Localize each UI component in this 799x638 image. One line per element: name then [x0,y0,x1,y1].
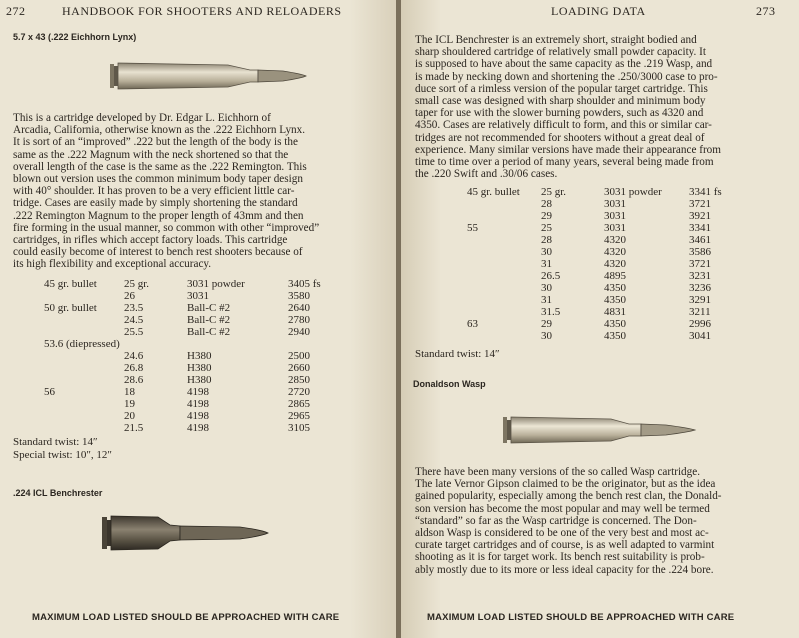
lynx-line: tridge. Cases are easily made by simply shortening the standard [13,197,298,210]
lynx-load-cell: 3580 [288,290,310,302]
lynx-load-cell: 24.5 [124,314,144,326]
lynx-load-cell: 19 [124,398,135,410]
lynx-load-cell: 21.5 [124,422,144,434]
lynx-load-cell: 3405 fs [288,278,321,290]
lynx-load-cell: 23.5 [124,302,144,314]
lynx-line: fire forming in the usual manner, so common with other “improved” [13,221,320,234]
icl-load-cell: 2996 [689,318,711,330]
lynx-line: cartridges, in rifles which accept factory loads. This cartridge [13,234,288,247]
icl-line: tridges are not recommended for shooters without a great deal of [415,131,705,144]
lynx-load-cell: 25.5 [124,326,144,338]
icl-line: The ICL Benchrester is an extremely short, straight bodied and [415,34,697,46]
lynx-special-twist: Special twist: 10″, 12″ [13,449,112,461]
lynx-load-cell: 3105 [288,422,310,434]
left-page-number: 272 [6,4,26,18]
lynx-load-cell: 4198 [187,410,209,422]
icl-load-cell: 29 [541,210,552,222]
icl-line: experience. Many similar versions have made their appearance from [415,143,721,156]
icl-load-cell: 31.5 [541,306,561,318]
wasp-line: ably mostly due to its more or less ideal capacity for the .224 bore. [415,563,714,576]
icl-load-cell: 3041 [689,330,711,342]
icl-load-cell: 4350 [604,318,626,330]
lynx-load-cell: 26.8 [124,362,144,374]
wasp-section-title: Donaldson Wasp [413,379,486,389]
lynx-load-cell: 2720 [288,386,310,398]
lynx-load-cell: 2850 [288,374,310,386]
icl-load-cell: 4320 [604,258,626,270]
lynx-line: its high flexibility and exceptional accuracy. [13,258,212,271]
icl-load-cell: 3341 [689,222,711,234]
lynx-line: overall length of the case is the same as the .222 Remington. This [13,160,307,173]
icl-load-cell: 31 [541,294,552,306]
icl-load-cell: 29 [541,318,552,330]
lynx-load-cell: H380 [187,374,212,386]
lynx-load-cell: 4198 [187,386,209,398]
lynx-line: It is sort of an “improved” .222 but the length of the body is the [13,136,298,149]
icl-section-title: .224 ICL Benchrester [13,488,103,498]
lynx-cartridge-icon [108,58,308,94]
icl-load-cell: 63 [467,318,478,330]
wasp-line: “standard” so far as the Wasp cartridge is concerned. The Don- [415,514,697,527]
icl-load-cell: 26.5 [541,270,561,282]
lynx-load-cell: 45 gr. bullet [44,278,97,290]
lynx-standard-twist: Standard twist: 14″ [13,436,98,448]
lynx-load-cell: 2780 [288,314,310,326]
icl-load-cell: 45 gr. bullet [467,186,520,198]
lynx-load-cell: 2660 [288,362,310,374]
icl-load-cell: 3921 [689,210,711,222]
lynx-load-cell: 4198 [187,422,209,434]
right-page [401,0,799,638]
donaldson-wasp-cartridge-icon [501,412,701,448]
icl-load-cell: 3031 [604,210,626,222]
lynx-load-cell: Ball-C #2 [187,314,231,326]
left-page [0,0,398,638]
icl-load-cell: 3291 [689,294,711,306]
wasp-line: The late Vernor Gipson claimed to be the originator, but as the idea [415,478,716,491]
lynx-load-cell: Ball-C #2 [187,302,231,314]
icl-load-cell: 4350 [604,294,626,306]
lynx-load-cell: 53.6 (diepressed) [44,338,120,350]
lynx-load-table [44,278,344,438]
icl-load-table [467,186,767,346]
icl-load-cell: 3341 fs [689,186,722,198]
icl-load-cell: 3031 powder [604,186,662,198]
lynx-load-cell: H380 [187,350,212,362]
wasp-line: shooting as it is for target work. Its bench rest suitability is prob- [415,551,705,564]
icl-load-cell: 3231 [689,270,711,282]
lynx-load-cell: 28.6 [124,374,144,386]
lynx-load-cell: 50 gr. bullet [44,302,97,314]
lynx-line: could easily become of interest to bench rest shooters because of [13,246,303,259]
icl-load-cell: 3721 [689,198,711,210]
icl-line: small case was designed with sharp shoulder and minimum body [415,95,706,108]
lynx-line: same as the .222 Magnum with the neck shortened so that the [13,148,289,161]
icl-load-cell: 30 [541,330,552,342]
lynx-load-cell: 24.6 [124,350,144,362]
icl-line: duce sort of a rimless version of the popular target cartridge. This [415,82,708,95]
lynx-load-cell: 18 [124,386,135,398]
wasp-line: There have been many versions of the so called Wasp cartridge. [415,466,700,478]
lynx-load-cell: 20 [124,410,135,422]
icl-load-cell: 3031 [604,222,626,234]
lynx-load-cell: Ball-C #2 [187,326,231,338]
icl-line: sharp shouldered cartridge of relatively small powder capacity. It [415,46,706,59]
icl-load-cell: 3211 [689,306,711,318]
right-running-head: LOADING DATA [551,4,646,18]
wasp-line: gained popularity, especially among the bench rest clan, the Donald- [415,490,722,503]
icl-load-cell: 30 [541,246,552,258]
lynx-load-cell: 56 [44,386,55,398]
lynx-load-cell: 2940 [288,326,310,338]
lynx-section-title: 5.7 x 43 (.222 Eichhorn Lynx) [13,32,137,42]
lynx-line: .222 Remington Magnum to the proper length of 43mm and then [13,209,304,222]
icl-load-cell: 25 gr. [541,186,567,198]
lynx-line: This is a cartridge developed by Dr. Edgar L. Eichhorn of [13,112,271,124]
icl-load-cell: 4320 [604,234,626,246]
icl-load-cell: 31 [541,258,552,270]
icl-load-cell: 4350 [604,282,626,294]
icl-load-cell: 28 [541,234,552,246]
icl-description [415,34,777,180]
right-footer: MAXIMUM LOAD LISTED SHOULD BE APPROACHED WITH CARE [427,612,735,623]
lynx-load-cell: 2500 [288,350,310,362]
icl-load-cell: 4320 [604,246,626,258]
lynx-load-cell: 3031 [187,290,209,302]
icl-load-cell: 30 [541,282,552,294]
icl-line: taper for use with the slower burning powders, such as 4320 and [415,107,704,120]
icl-load-cell: 4895 [604,270,626,282]
icl-load-cell: 3586 [689,246,711,258]
wasp-description [415,466,777,576]
icl-line: the .220 Swift and .30/06 cases. [415,168,558,181]
right-page-number: 273 [756,4,776,18]
lynx-line: Arcadia, California, otherwise known as the .222 Eichhorn Lynx. [13,124,306,137]
lynx-description [13,112,369,271]
lynx-load-cell: 2965 [288,410,310,422]
icl-load-cell: 3031 [604,198,626,210]
icl-load-cell: 4350 [604,330,626,342]
icl-load-cell: 4831 [604,306,626,318]
lynx-load-cell: 2640 [288,302,310,314]
icl-load-cell: 3236 [689,282,711,294]
icl-standard-twist: Standard twist: 14″ [415,348,500,360]
lynx-load-cell: 3031 powder [187,278,245,290]
icl-line: is supposed to have about the same capacity as the .219 Wasp, and [415,58,713,71]
icl-line: is made by necking down and shortening the .250/3000 case to pro- [415,70,718,83]
lynx-load-cell: 25 gr. [124,278,150,290]
lynx-load-cell: 26 [124,290,135,302]
lynx-load-cell: H380 [187,362,212,374]
lynx-load-cell: 4198 [187,398,209,410]
icl-benchrester-cartridge-icon [100,513,270,553]
icl-line: 4350. Cases are relatively difficult to form, and this or similar car- [415,119,712,132]
icl-load-cell: 3721 [689,258,711,270]
wasp-line: curate target cartridges and of course, is as well adapted to varmint [415,539,715,552]
lynx-load-cell: 2865 [288,398,310,410]
icl-line: time to time over a period of many years, several being made from [415,156,714,169]
lynx-line: with 40° shoulder. It has proven to be a very efficient little car- [13,185,295,198]
icl-load-cell: 28 [541,198,552,210]
left-footer: MAXIMUM LOAD LISTED SHOULD BE APPROACHED WITH CARE [32,612,340,623]
icl-load-cell: 3461 [689,234,711,246]
lynx-line: blown out version uses the common minimum body taper design [13,173,303,186]
left-running-head: HANDBOOK FOR SHOOTERS AND RELOADERS [62,4,342,18]
icl-load-cell: 55 [467,222,478,234]
icl-load-cell: 25 [541,222,552,234]
wasp-line: aldson Wasp is considered to be one of the very best and most ac- [415,527,709,540]
wasp-line: son version has become the most popular and may well be termed [415,502,710,515]
